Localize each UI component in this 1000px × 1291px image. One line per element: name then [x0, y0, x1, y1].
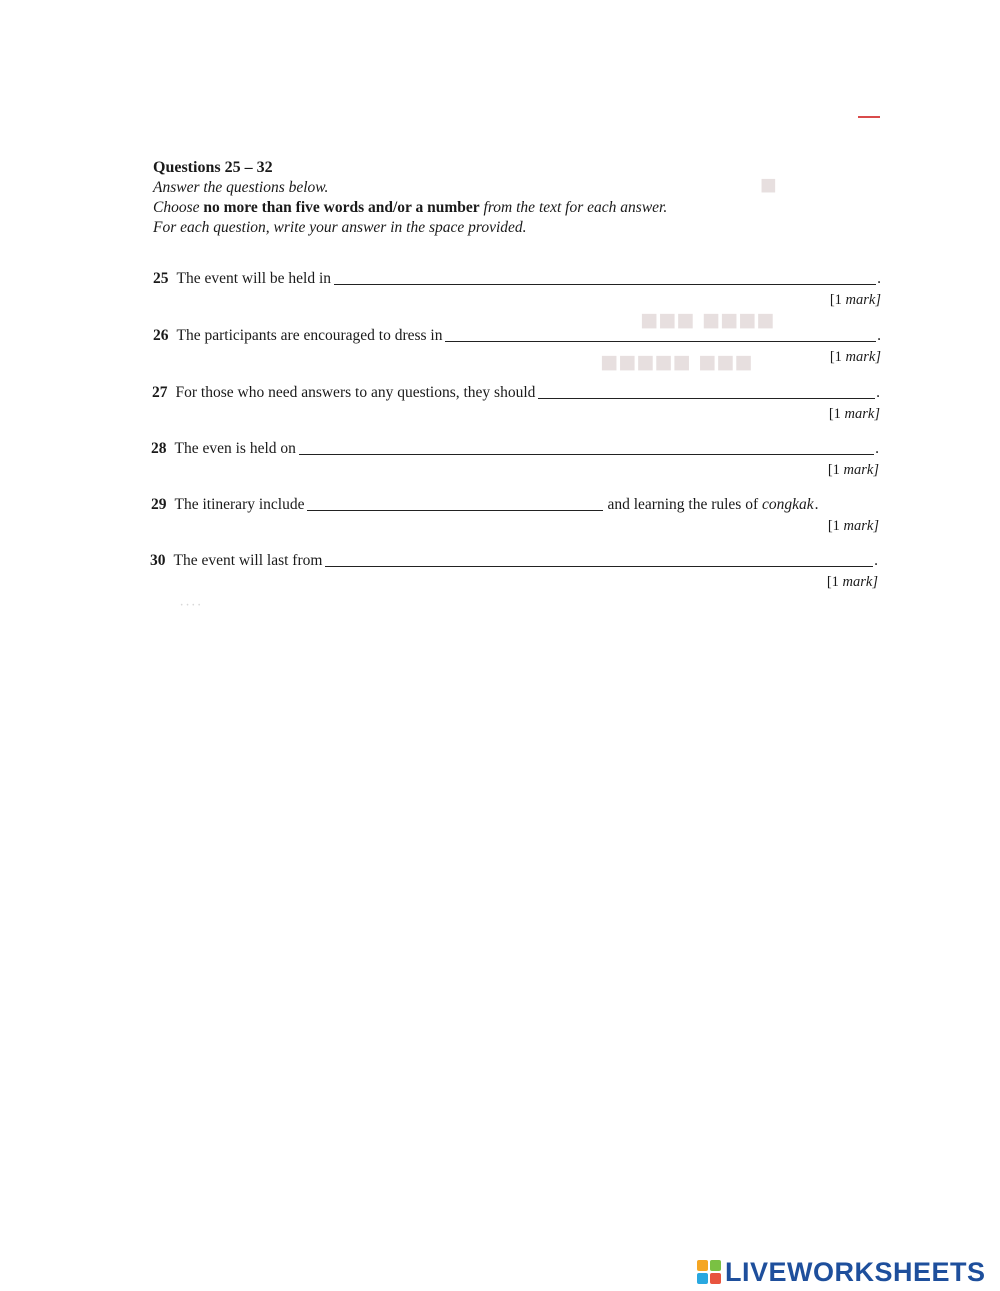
- congkak-term: congkak: [762, 496, 814, 513]
- question-text: The event will be held in: [176, 270, 332, 287]
- answer-input-25[interactable]: [334, 268, 876, 285]
- instruction-from-text: from the text for each answer.: [483, 199, 668, 216]
- question-number: 26: [153, 327, 169, 344]
- instruction-choose: Choose: [153, 199, 200, 216]
- question-end-punct: .: [875, 440, 879, 457]
- question-text: The event will last from: [173, 552, 323, 569]
- logo-text: LIVEWORKSHEETS: [725, 1256, 986, 1287]
- question-number: 28: [151, 440, 167, 457]
- question-29: [151, 492, 879, 536]
- question-text: The itinerary include: [174, 496, 305, 513]
- answer-input-27[interactable]: [538, 382, 875, 399]
- section-title: Questions 25 – 32: [153, 159, 273, 176]
- mark-label: [1 mark]: [826, 574, 878, 590]
- question-number: 27: [152, 384, 168, 401]
- question-28: [151, 436, 879, 480]
- question-number: 29: [151, 496, 167, 513]
- instruction-word-limit: no more than five words and/or a number: [203, 199, 480, 216]
- question-text: The participants are encouraged to dress in: [176, 327, 443, 344]
- instruction-line-3: For each question, write your answer in the space provided.: [153, 219, 527, 236]
- question-end-punct: .: [814, 496, 819, 513]
- mark-label: [1 mark]: [827, 462, 879, 478]
- question-27: [152, 380, 880, 424]
- instruction-line-2: [153, 198, 893, 218]
- answer-input-28[interactable]: [299, 438, 874, 455]
- logo-square: [697, 1260, 708, 1271]
- question-26: [153, 323, 881, 367]
- bleed-through-artifact: ■: [760, 170, 777, 201]
- mark-label: [1 mark]: [829, 349, 881, 365]
- question-end-punct: .: [874, 552, 878, 569]
- question-text: For those who need answers to any questions, they should: [175, 384, 536, 401]
- question-end-punct: .: [877, 327, 881, 344]
- question-text: The even is held on: [174, 440, 296, 457]
- liveworksheets-logo[interactable]: [697, 1255, 986, 1289]
- bleed-through-artifact: ■■■■■ ■■■: [600, 346, 753, 379]
- mark-label: [1 mark]: [829, 292, 881, 308]
- mark-label: [1 mark]: [827, 518, 879, 534]
- question-30: [150, 548, 878, 592]
- question-end-punct: .: [876, 384, 880, 401]
- bleed-through-artifact: ■■■ ■■■■: [640, 304, 775, 337]
- question-number: 25: [153, 270, 169, 287]
- answer-input-29[interactable]: [307, 494, 603, 511]
- bleed-through-artifact: · · · ·: [180, 600, 201, 611]
- answer-input-26[interactable]: [445, 325, 876, 342]
- logo-square: [710, 1273, 721, 1284]
- instructions-header: [153, 158, 893, 238]
- logo-square: [697, 1273, 708, 1284]
- question-suffix: and learning the rules of congkak: [607, 496, 814, 513]
- scan-red-mark: [858, 116, 880, 118]
- logo-square: [710, 1260, 721, 1271]
- question-25: [153, 266, 881, 310]
- mark-label: [1 mark]: [828, 406, 880, 422]
- question-number: 30: [150, 552, 166, 569]
- answer-input-30[interactable]: [325, 550, 873, 567]
- logo-grid-icon: [697, 1260, 721, 1284]
- question-end-punct: .: [877, 270, 881, 287]
- instruction-line-1: Answer the questions below.: [153, 179, 329, 196]
